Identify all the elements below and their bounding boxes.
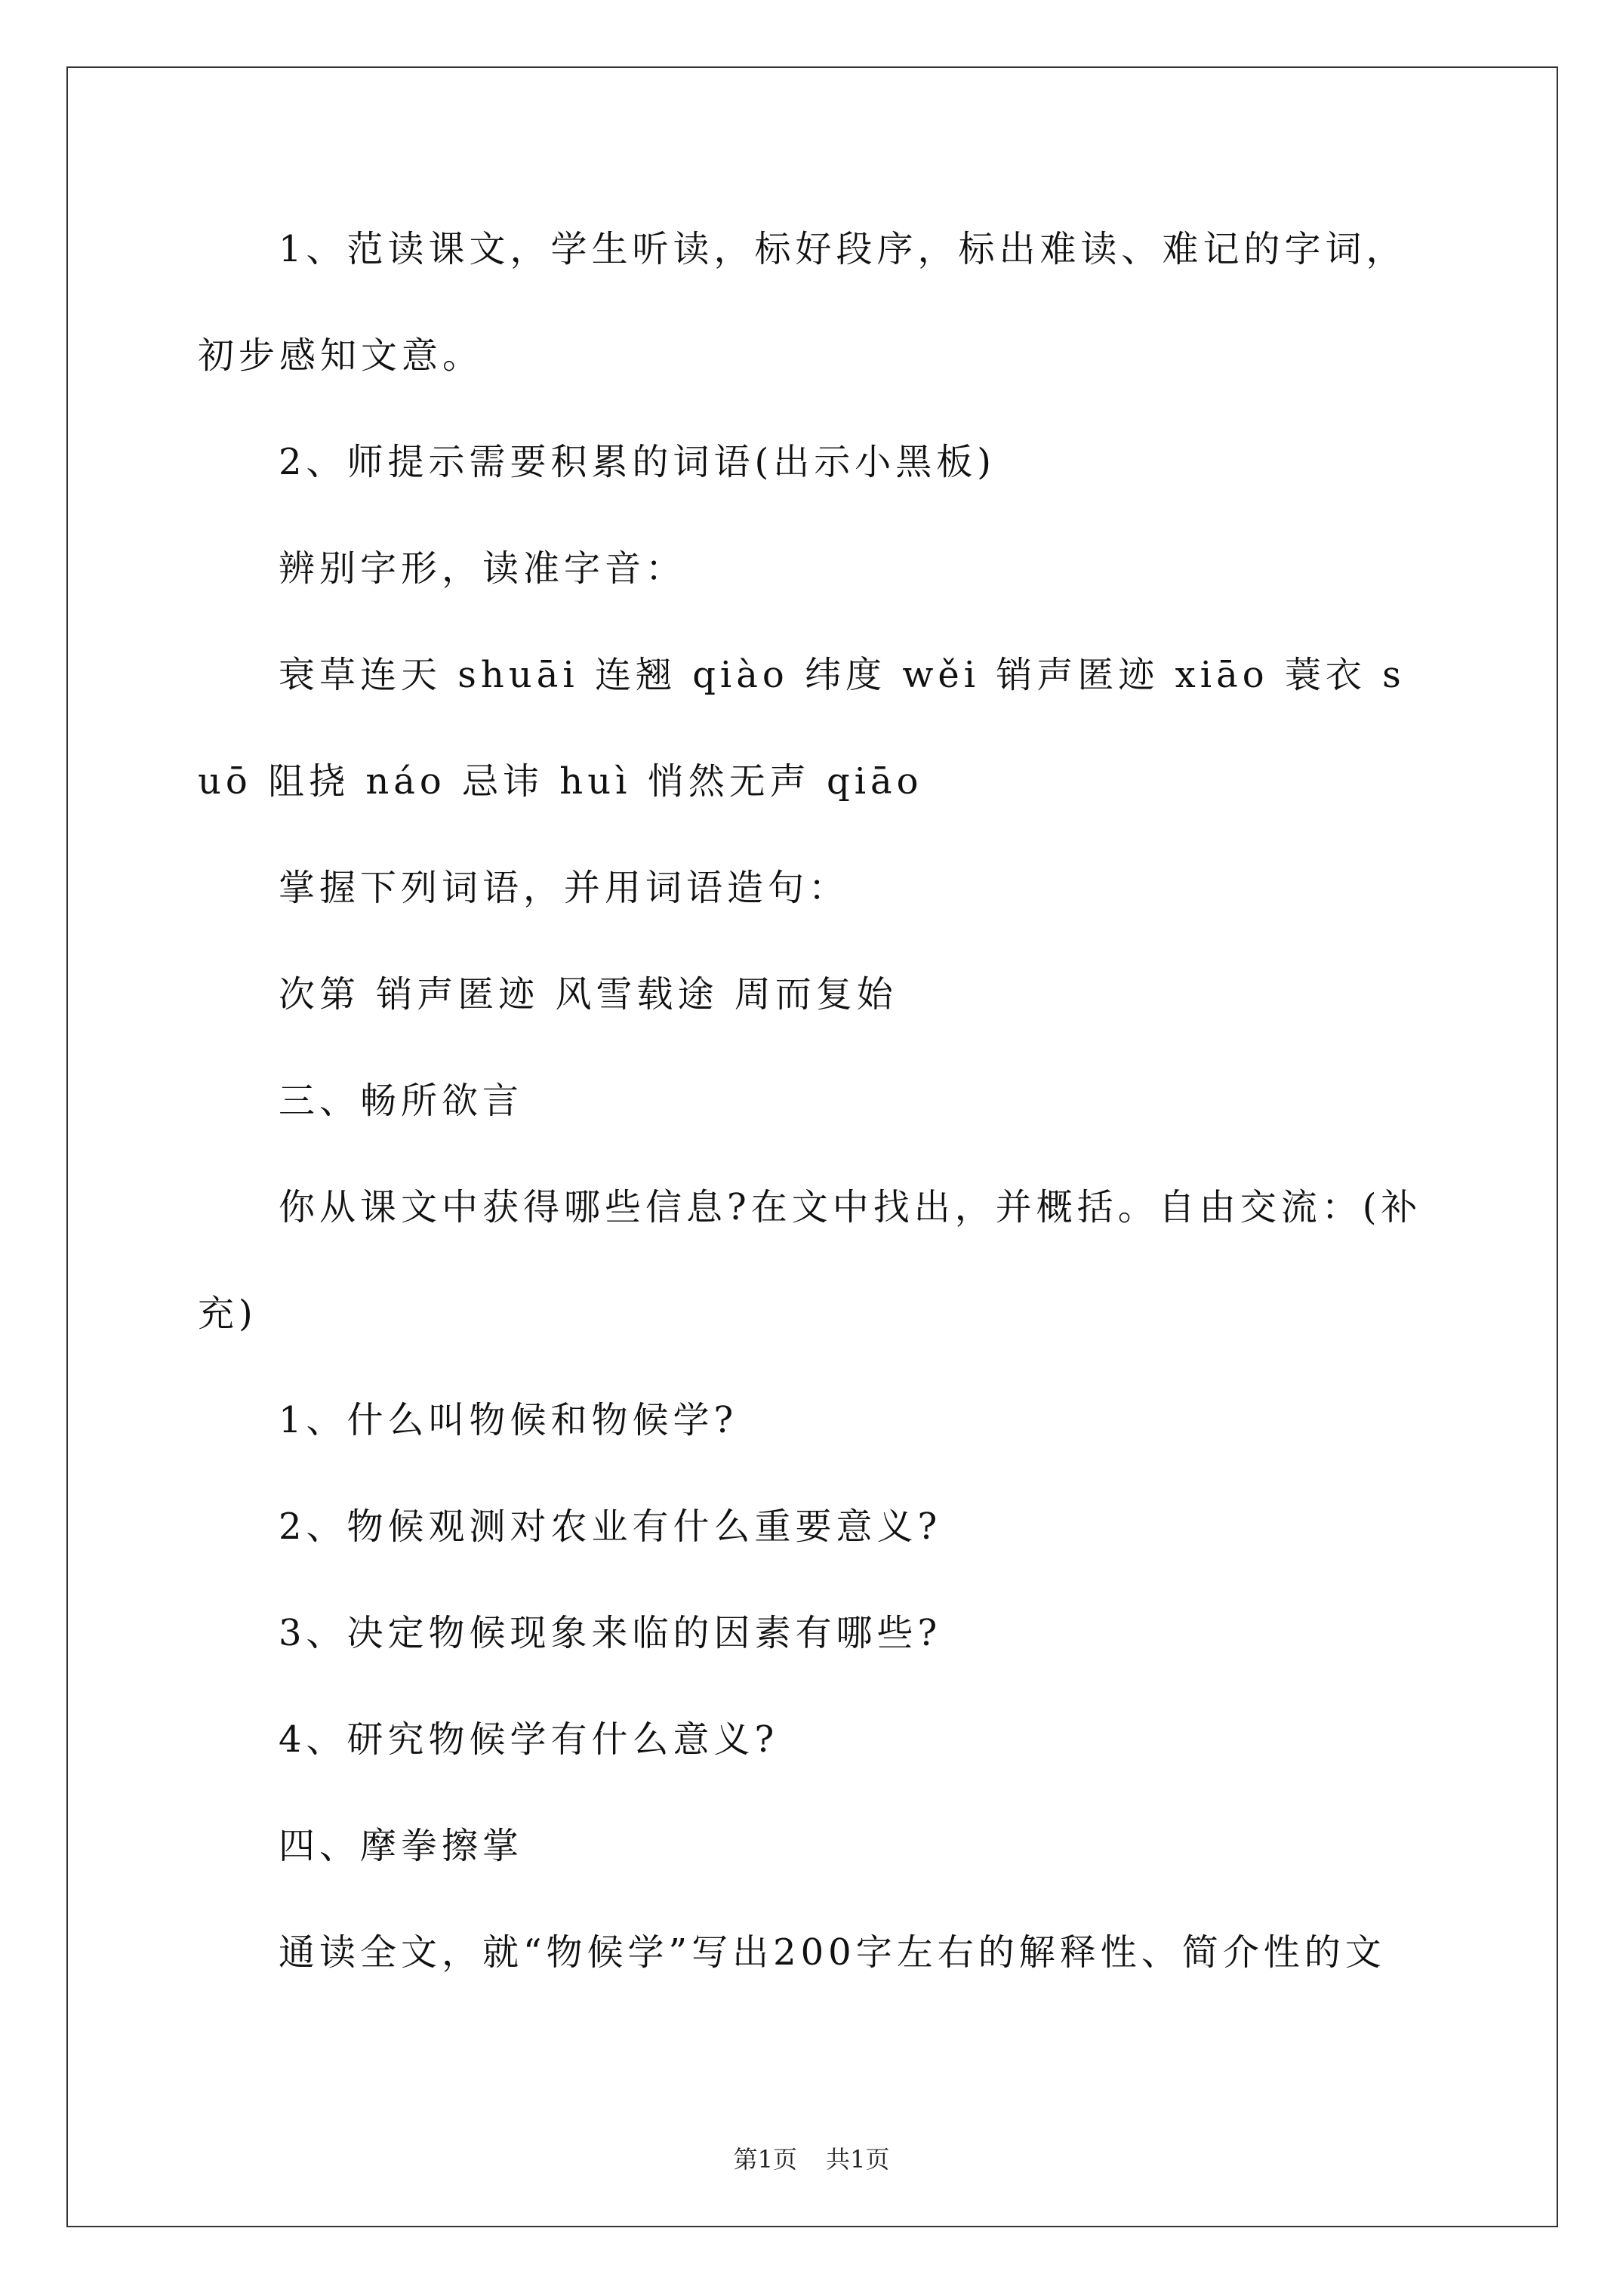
question-item: 2、物候观测对农业有什么重要意义? (279, 1505, 942, 1548)
question-item: 3、决定物候现象来临的因素有哪些? (279, 1612, 942, 1654)
paragraph: 1、范读课文，学生听读，标好段序，标出难读、难记的字词，初步感知文意。 (198, 228, 1407, 377)
section-heading: 四、摩拳擦掌 (279, 1825, 524, 1867)
paragraph: 2、师提示需要积累的词语(出示小黑板) (279, 441, 996, 483)
page-number: 第1页 (733, 2145, 797, 2174)
question-item: 4、研究物候学有什么意义? (279, 1718, 779, 1761)
paragraph: 你从课文中获得哪些信息?在文中找出，并概括。自由交流：(补充) (198, 1186, 1422, 1335)
paragraph: 次第 销声匿迹 风雪载途 周而复始 (279, 973, 898, 1015)
document-body (198, 196, 1428, 2006)
question-item: 1、什么叫物候和物候学? (279, 1399, 738, 1441)
page-total: 共1页 (826, 2145, 890, 2174)
paragraph: 衰草连天 shuāi 连翘 qiào 纬度 wěi 销声匿迹 xiāo 蓑衣 suō 阻挠 náo 忌讳 huì 悄然无声 qiāo (198, 654, 1406, 803)
page-footer (0, 2140, 1623, 2175)
paragraph: 掌握下列词语，并用词语造句： (279, 867, 850, 909)
paragraph: 通读全文，就“物候学”写出200字左右的解释性、简介性的文 (279, 1931, 1386, 1974)
paragraph: 辨别字形，读准字音： (279, 547, 687, 590)
section-heading: 三、畅所欲言 (279, 1080, 524, 1122)
